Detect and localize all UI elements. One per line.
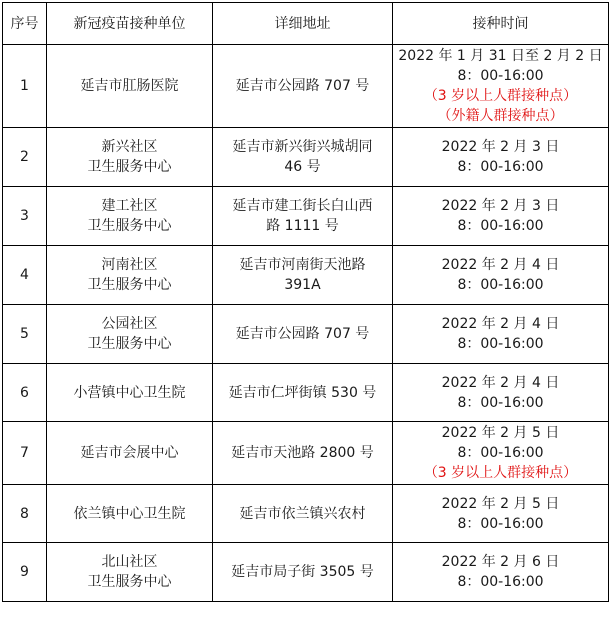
address-text: 延吉市局子街 3505 号: [231, 564, 374, 580]
unit-name: 新兴社区: [101, 139, 158, 155]
vaccination-hours: 8：00-16:00: [457, 515, 544, 532]
address-text: 延吉市依兰镇兴农村: [239, 505, 366, 522]
vaccination-hours: 8：00-16:00: [457, 574, 544, 590]
vaccination-date: 2022 年 2 月 4 日: [441, 316, 560, 332]
address-text: 延吉市建工街长白山西: [232, 198, 373, 214]
unit-name: 卫生服务中心: [87, 574, 172, 590]
unit-cell: [47, 128, 213, 187]
vaccination-hours: 8：00-16:00: [457, 68, 544, 84]
time-cell: [393, 422, 609, 485]
address-text: 延吉市新兴街兴城胡同: [232, 139, 373, 155]
address-text: 391A: [284, 277, 321, 293]
header-address: 详细地址: [213, 3, 393, 45]
address-text: 延吉市仁坪街镇 530 号: [228, 384, 377, 401]
address-cell: [213, 246, 393, 305]
unit-name: 延吉市会展中心: [80, 445, 179, 461]
header-unit: 新冠疫苗接种单位: [47, 3, 213, 45]
table-row: [3, 485, 609, 543]
address-cell: [213, 45, 393, 128]
address-cell: [213, 485, 393, 543]
unit-cell: [47, 422, 213, 485]
time-cell: [393, 485, 609, 543]
vaccination-date: 2022 年 2 月 5 日: [441, 495, 560, 512]
vaccination-hours: 8：00-16:00: [457, 159, 544, 175]
unit-name: 卫生服务中心: [87, 277, 172, 293]
table-row: [3, 422, 609, 485]
unit-name: 河南社区: [101, 257, 158, 273]
vaccination-sites-table: [2, 2, 609, 602]
table-row: [3, 246, 609, 305]
unit-name: 卫生服务中心: [87, 336, 172, 352]
serial-cell: 2: [3, 128, 47, 187]
site-note: （外籍人群接种点）: [437, 108, 564, 124]
vaccination-hours: 8：00-16:00: [457, 336, 544, 352]
header-row: [3, 3, 609, 45]
header-serial: 序号: [3, 3, 47, 45]
address-cell: [213, 305, 393, 364]
site-note: （3 岁以上人群接种点）: [423, 88, 578, 104]
time-cell: [393, 128, 609, 187]
address-text: 延吉市河南街天池路: [239, 257, 366, 273]
serial-cell: 4: [3, 246, 47, 305]
unit-cell: [47, 543, 213, 602]
vaccination-date: 2022 年 2 月 3 日: [441, 139, 560, 155]
table-row: [3, 45, 609, 128]
address-text: 延吉市天池路 2800 号: [231, 445, 374, 461]
vaccination-date: 2022 年 2 月 4 日: [441, 257, 560, 273]
time-cell: [393, 45, 609, 128]
time-cell: [393, 246, 609, 305]
serial-cell: 7: [3, 422, 47, 485]
table-row: [3, 187, 609, 246]
vaccination-hours: 8：00-16:00: [457, 394, 544, 411]
vaccination-date: 2022 年 2 月 6 日: [441, 554, 560, 570]
serial-cell: 5: [3, 305, 47, 364]
serial-cell: 3: [3, 187, 47, 246]
time-cell: [393, 187, 609, 246]
serial-cell: 9: [3, 543, 47, 602]
vaccination-hours: 8：00-16:00: [457, 445, 544, 461]
address-text: 延吉市公园路 707 号: [235, 78, 370, 94]
address-text: 延吉市公园路 707 号: [235, 326, 370, 342]
address-cell: [213, 422, 393, 485]
unit-name: 延吉市肛肠医院: [80, 78, 179, 94]
vaccination-date: 2022 年 2 月 3 日: [441, 198, 560, 214]
unit-cell: [47, 45, 213, 128]
unit-name: 北山社区: [101, 554, 158, 570]
header-time: 接种时间: [393, 3, 609, 45]
unit-cell: [47, 305, 213, 364]
address-cell: [213, 364, 393, 422]
site-note: （3 岁以上人群接种点）: [423, 465, 578, 481]
unit-name: 依兰镇中心卫生院: [73, 505, 186, 522]
address-cell: [213, 187, 393, 246]
serial-cell: 1: [3, 45, 47, 128]
unit-name: 卫生服务中心: [87, 159, 172, 175]
address-text: 46 号: [284, 159, 321, 175]
address-text: 路 1111 号: [266, 218, 339, 234]
unit-cell: [47, 485, 213, 543]
address-cell: [213, 543, 393, 602]
unit-cell: [47, 246, 213, 305]
vaccination-date: 2022 年 2 月 4 日: [441, 374, 560, 391]
unit-name: 公园社区: [101, 316, 158, 332]
table-row: [3, 128, 609, 187]
unit-cell: [47, 364, 213, 422]
time-cell: [393, 305, 609, 364]
table-row: [3, 305, 609, 364]
vaccination-hours: 8：00-16:00: [457, 277, 544, 293]
vaccination-date: 2022 年 2 月 5 日: [441, 425, 560, 441]
time-cell: [393, 543, 609, 602]
vaccination-date: 2022 年 1 月 31 日至 2 月 2 日: [398, 48, 603, 64]
address-cell: [213, 128, 393, 187]
serial-cell: 6: [3, 364, 47, 422]
unit-name: 卫生服务中心: [87, 218, 172, 234]
serial-cell: 8: [3, 485, 47, 543]
unit-name: 建工社区: [101, 198, 158, 214]
table-row: [3, 364, 609, 422]
vaccination-hours: 8：00-16:00: [457, 218, 544, 234]
unit-name: 小营镇中心卫生院: [73, 384, 186, 401]
unit-cell: [47, 187, 213, 246]
table-row: [3, 543, 609, 602]
time-cell: [393, 364, 609, 422]
